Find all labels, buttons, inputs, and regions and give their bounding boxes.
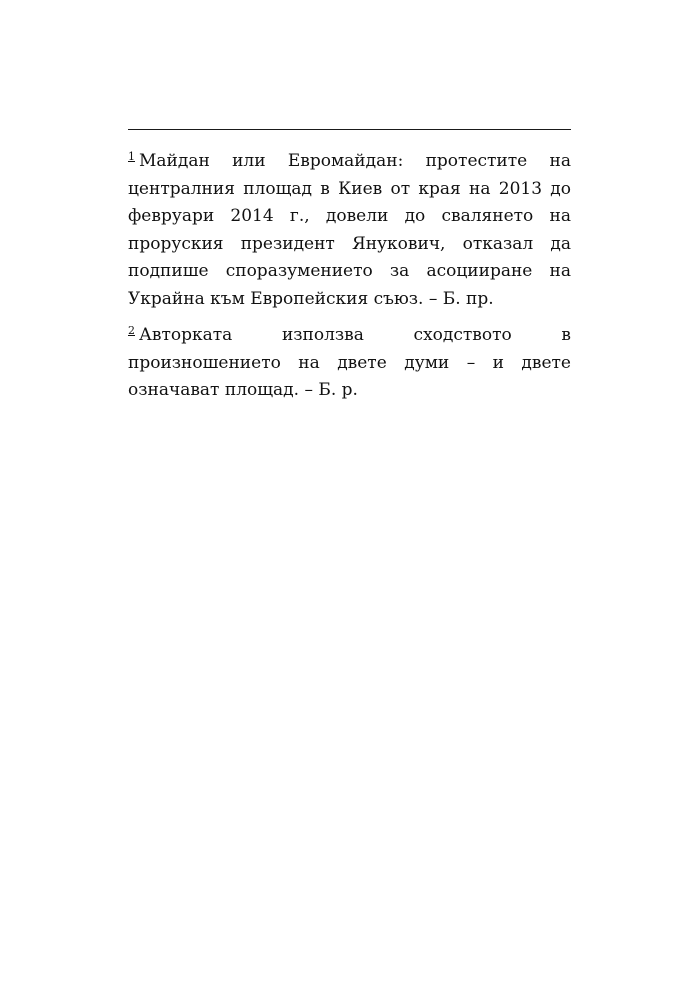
footnotes-section	[128, 148, 571, 414]
footnote-text: Майдан или Евромайдан: протестите на централния площад в Киев от края на 2013 до февруари 2014 г., довели до свалянето на проруския президент Янукович, отказал да подпише споразумението за асоцииране на Украйна към Европейския съюз. – Б. пр.	[128, 151, 571, 309]
footnote-marker: 1	[128, 150, 135, 163]
footnote-2	[128, 322, 571, 405]
footnote-marker: 2	[128, 324, 135, 337]
footnote-separator-rule	[128, 129, 571, 130]
footnote-text: Авторката използва сходството в произношението на двете думи – и двете означават площад. – Б. р.	[128, 325, 571, 400]
footnote-1	[128, 148, 571, 313]
